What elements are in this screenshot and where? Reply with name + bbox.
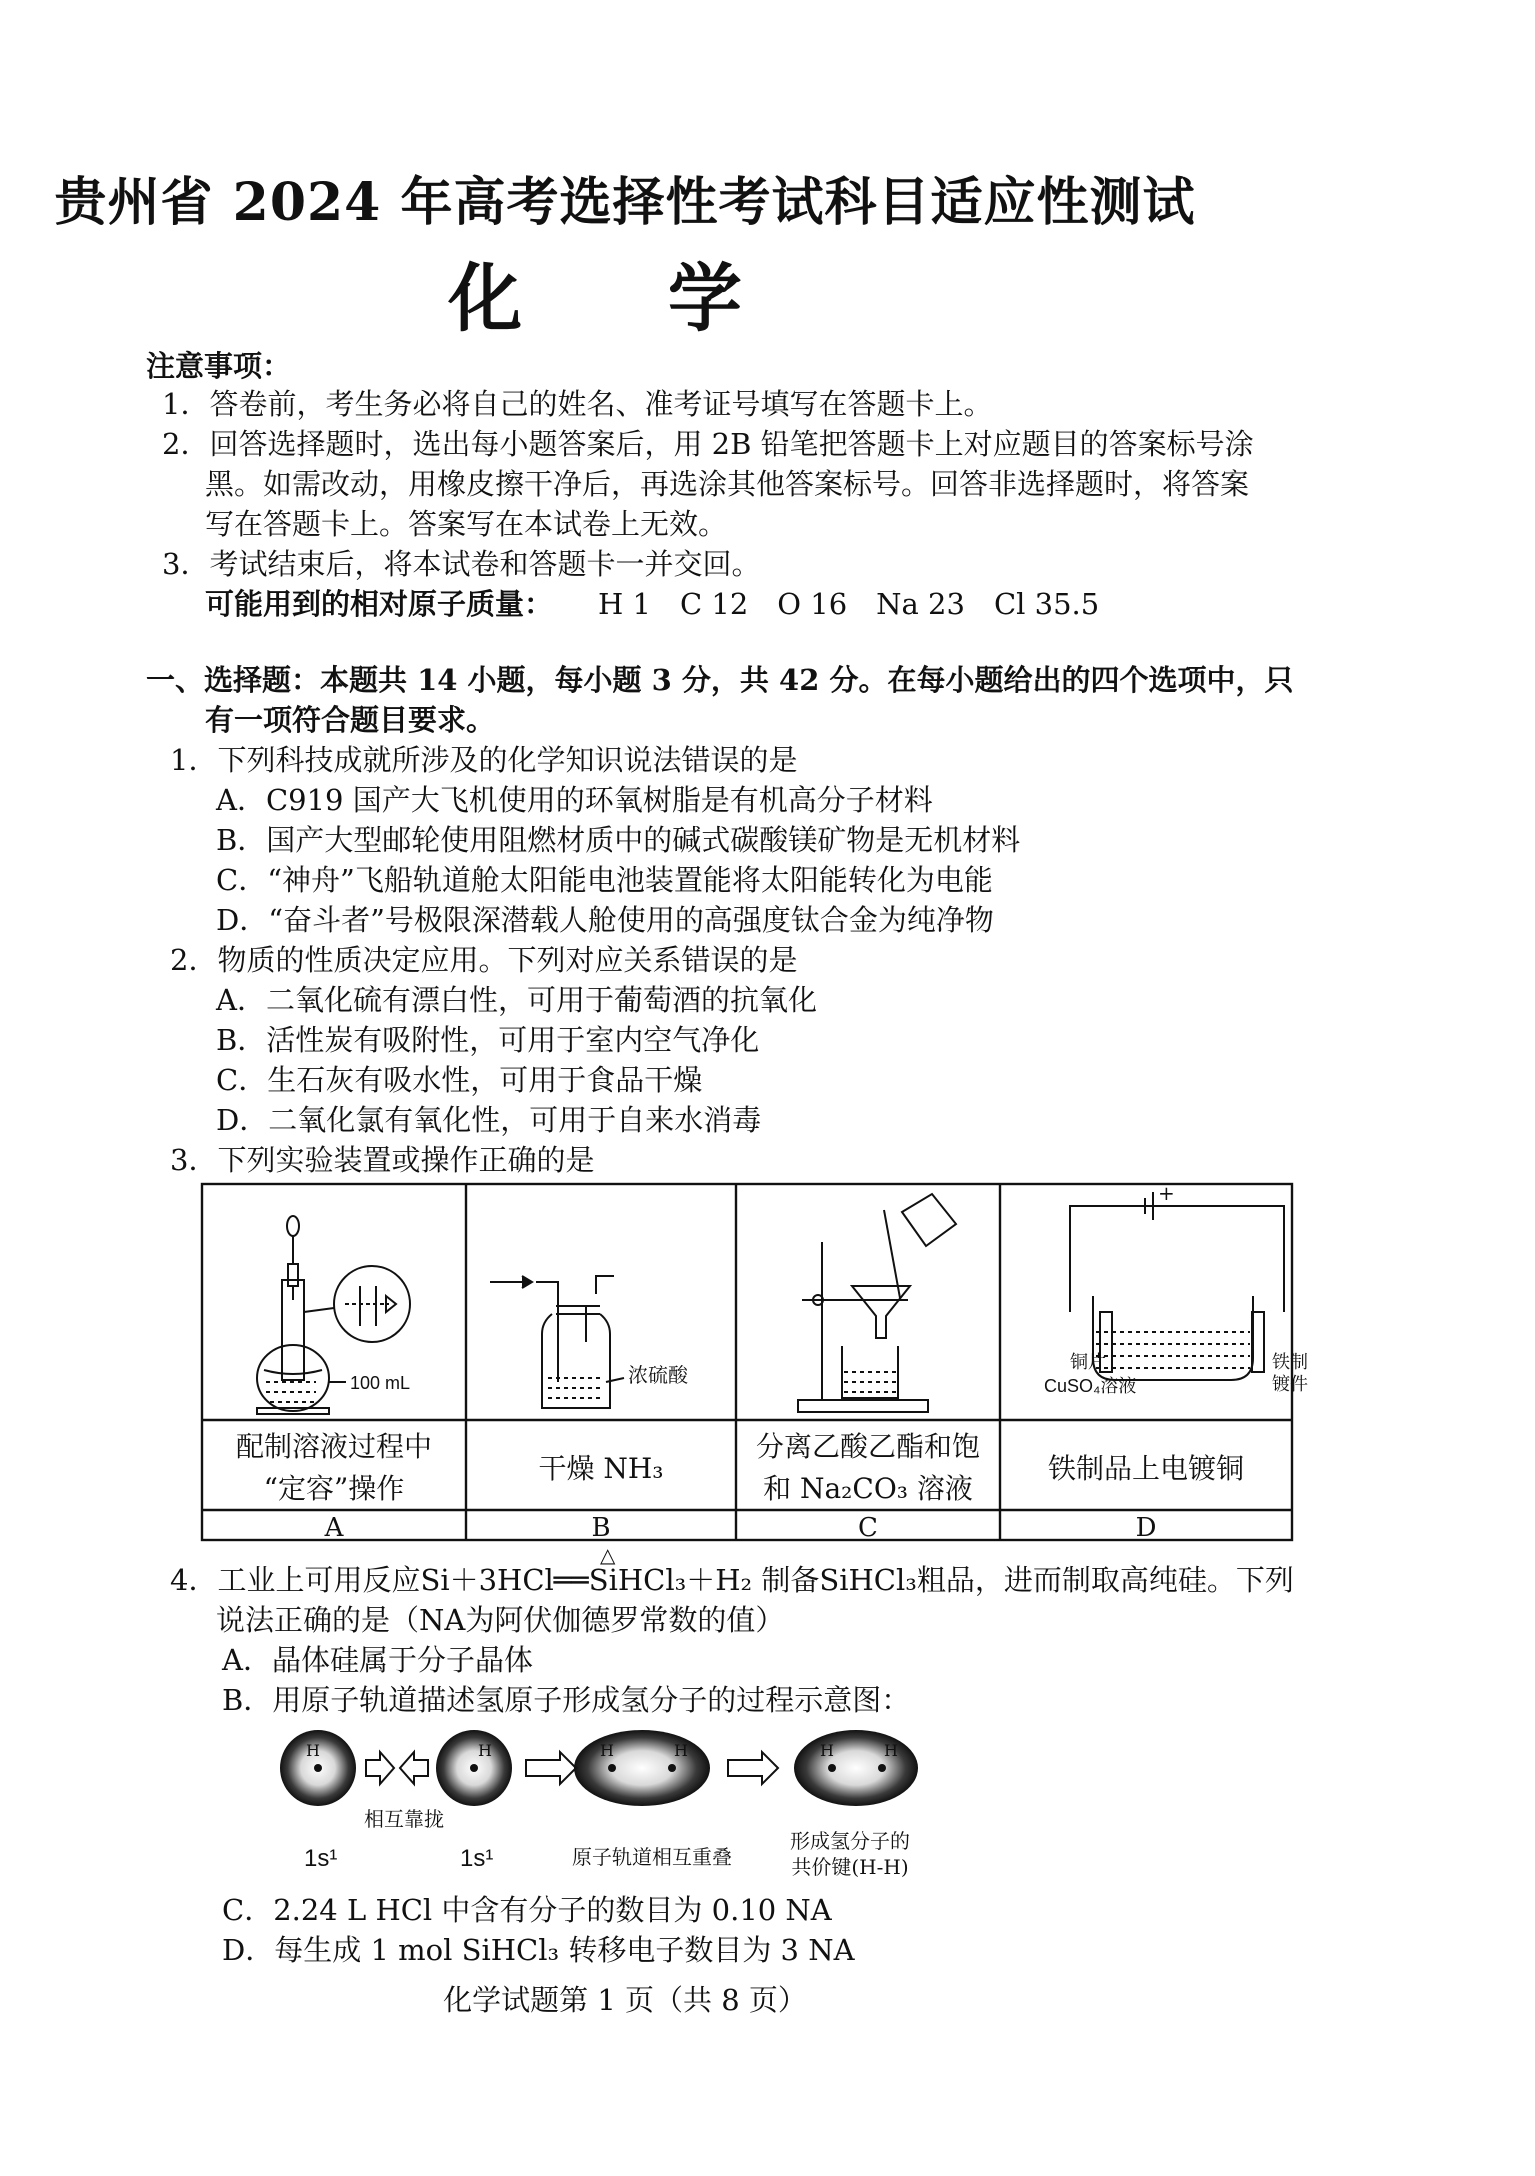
cuso4-solution-label: CuSO₄溶液: [1044, 1376, 1137, 1396]
hydrogen-orbital-figure: [270, 1726, 1010, 1886]
electroplating-figure: [1022, 1192, 1284, 1380]
overlapping-orbitals: [574, 1730, 710, 1806]
column-letter-d: D: [1135, 1513, 1157, 1543]
atomic-mass-values: H 1 C 12 O 16 Na 23 Cl 35.5: [598, 587, 1100, 621]
q4-stem-line-1: 4．工业上可用反应Si＋3HCl══SiHCl₃＋H₂ 制备SiHCl₃粗品，进而制取高纯硅。下列: [170, 1563, 1294, 1597]
q3-stem: 3．下列实验装置或操作正确的是: [170, 1143, 595, 1177]
caption-c-line-2: 和 Na₂CO₃ 溶液: [763, 1472, 973, 1505]
exam-title: 贵州省 2024 年高考选择性考试科目适应性测试: [54, 172, 1196, 233]
iron-part-label-1: 铁制: [1272, 1352, 1308, 1373]
q2-option-b: B．活性炭有吸附性，可用于室内空气净化: [216, 1023, 760, 1057]
q2-option-a: A．二氧化硫有漂白性，可用于葡萄酒的抗氧化: [216, 983, 817, 1017]
heating-symbol: △: [600, 1543, 616, 1567]
q4-stem-line-2: 说法正确的是（NA为阿伏伽德罗常数的值）: [216, 1603, 785, 1637]
section-1-line-1: 一、选择题：本题共 14 小题，每小题 3 分，共 42 分。在每小题给出的四个选项中，只: [146, 663, 1294, 697]
arrow-right-icon-2: [526, 1752, 576, 1784]
filtration-setup-figure: [798, 1194, 956, 1412]
section-1-line-2: 有一项符合题目要求。: [205, 703, 496, 737]
atomic-mass-label: 可能用到的相对原子质量：: [205, 587, 554, 621]
arrow-right-icon: [366, 1752, 394, 1784]
q4-option-d: D．每生成 1 mol SiHCl₃ 转移电子数目为 3 NA: [222, 1933, 855, 1967]
q1-option-d: D．“奋斗者”号极限深潜载人舱使用的高强度钛合金为纯净物: [216, 903, 994, 937]
caption-c-line-1: 分离乙酸乙酯和饱: [755, 1430, 981, 1463]
q1-option-b: B．国产大型邮轮使用阻燃材质中的碱式碳酸镁矿物是无机材料: [216, 823, 1021, 857]
q4-option-c: C．2.24 L HCl 中含有分子的数目为 0.10 NA: [222, 1893, 832, 1927]
orbital-1s-label-2: 1s¹: [460, 1845, 494, 1872]
column-letter-a: A: [324, 1513, 344, 1543]
h-label-4: H: [674, 1741, 688, 1760]
h-label-3: H: [600, 1741, 614, 1760]
q4-option-a: A．晶体硅属于分子晶体: [222, 1643, 533, 1677]
page-footer: 化学试题第 1 页（共 8 页）: [443, 1983, 807, 2017]
copper-plate-label: 铜片: [1070, 1352, 1106, 1373]
orbital-1s-label-1: 1s¹: [304, 1845, 338, 1872]
q1-option-c: C．“神舟”飞船轨道舱太阳能电池装置能将太阳能转化为电能: [216, 863, 993, 897]
column-letter-b: B: [591, 1513, 611, 1543]
h2-molecule-orbital: [794, 1730, 918, 1806]
q2-stem: 2．物质的性质决定应用。下列对应关系错误的是: [170, 943, 798, 977]
q1-option-a: A．C919 国产大飞机使用的环氧树脂是有机高分子材料: [216, 783, 933, 817]
approach-label: 相互靠拢: [364, 1807, 444, 1831]
h-label-2: H: [478, 1741, 492, 1760]
q4-option-b: B．用原子轨道描述氢原子形成氢分子的过程示意图：: [222, 1683, 911, 1717]
caption-a-line-2: “定容”操作: [263, 1472, 405, 1505]
positive-terminal: +: [1158, 1181, 1175, 1205]
q2-option-d: D．二氧化氯有氧化性，可用于自来水消毒: [216, 1103, 762, 1137]
caption-b: 干燥 NH₃: [538, 1452, 664, 1485]
notice-item-3: 3．考试结束后，将本试卷和答题卡一并交回。: [162, 547, 761, 581]
h-label-6: H: [884, 1741, 898, 1760]
bond-label-line-2: 共价键(H-H): [791, 1855, 909, 1879]
caption-d: 铁制品上电镀铜: [1047, 1452, 1245, 1485]
q1-stem: 1．下列科技成就所涉及的化学知识说法错误的是: [170, 743, 798, 777]
sulfuric-acid-label: 浓硫酸: [628, 1363, 688, 1387]
bond-label-line-1: 形成氢分子的: [790, 1829, 910, 1853]
notice-item-2-line-2: 黑。如需改动，用橡皮擦干净后，再选涂其他答案标号。回答非选择题时，将答案: [205, 467, 1250, 501]
subject-title: 化 学: [448, 256, 802, 342]
gas-washing-bottle-figure: [490, 1276, 624, 1408]
q3-apparatus-table: [200, 1181, 1308, 1544]
notice-item-1: 1．答卷前，考生务必将自己的姓名、准考证号填写在答题卡上。: [162, 387, 993, 421]
iron-part-label-2: 镀件: [1272, 1374, 1308, 1395]
h-label-5: H: [820, 1741, 834, 1760]
arrow-left-icon: [400, 1752, 428, 1784]
overlap-label: 原子轨道相互重叠: [572, 1845, 732, 1869]
arrow-right-icon-3: [728, 1752, 778, 1784]
flask-volume-label: 100 mL: [350, 1373, 411, 1393]
caption-a-line-1: 配制溶液过程中: [235, 1430, 433, 1463]
column-letter-c: C: [858, 1513, 878, 1543]
q2-option-c: C．生石灰有吸水性，可用于食品干燥: [216, 1063, 703, 1097]
notice-item-2-line-3: 写在答题卡上。答案写在本试卷上无效。: [205, 507, 728, 541]
notice-item-2-line-1: 2．回答选择题时，选出每小题答案后，用 2B 铅笔把答题卡上对应题目的答案标号涂: [162, 427, 1254, 461]
notice-heading: 注意事项：: [146, 349, 292, 383]
h-label-1: H: [306, 1741, 320, 1760]
